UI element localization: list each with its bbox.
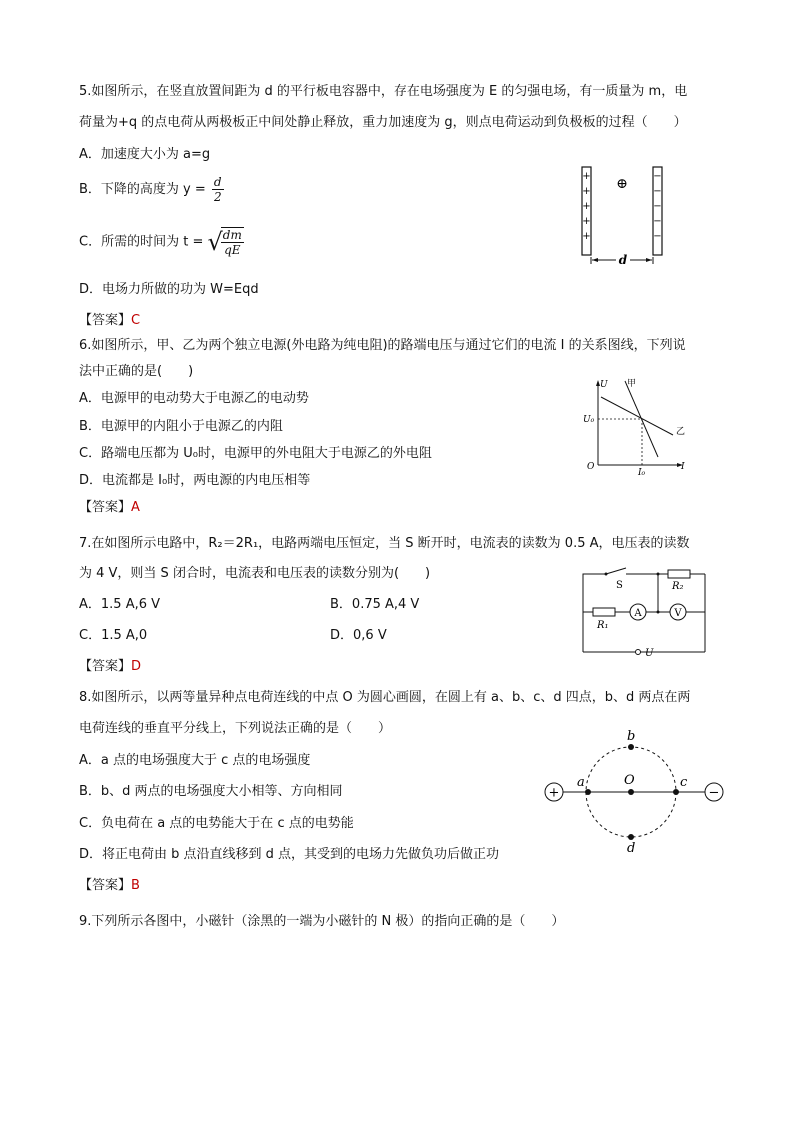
q8-option-d: D．将正电荷由 b 点沿直线移到 d 点，其受到的电场力先做负功后做正功 bbox=[79, 847, 500, 862]
q5-stem-line2: 荷量为+q 的点电荷从两极板正中间处静止释放，重力加速度为 g，则点电荷运动到负极板的过程（ ） bbox=[79, 115, 687, 130]
q5-stem-line1: 5.如图所示，在竖直放置间距为 d 的平行板电容器中，存在电场强度为 E 的匀强电场，有一质量为 m，电 bbox=[79, 84, 688, 99]
q5-option-b-text: B．下降的高度为 y = bbox=[79, 182, 206, 197]
line-jia bbox=[625, 381, 658, 457]
q5-option-a: A．加速度大小为 a=g bbox=[79, 147, 211, 162]
q5-option-b-fraction bbox=[212, 175, 224, 204]
fraction-numerator: dm bbox=[222, 228, 242, 242]
q8-stem-line1: 8.如图所示，以两等量异种点电荷连线的中点 O 为圆心画圆，在圆上有 a、b、c、d 四点，b、d 两点在两 bbox=[79, 690, 691, 705]
i0-label: I₀ bbox=[638, 468, 646, 478]
q7-option-d: D．0,6 V bbox=[330, 628, 387, 643]
q7-stem-line2: 为 4 V，则当 S 闭合时，电流表和电压表的读数分别为( ) bbox=[79, 566, 431, 581]
line-yi bbox=[601, 397, 673, 435]
q7-option-c: C．1.5 A,0 bbox=[79, 628, 148, 643]
minus-sign: − bbox=[653, 186, 662, 197]
q8-option-b: B．b、d 两点的电场强度大小相等、方向相同 bbox=[79, 784, 343, 799]
label-jia: 甲 bbox=[627, 379, 637, 389]
sqrt-sign-icon: √ bbox=[207, 228, 223, 256]
center-o-label: O bbox=[624, 773, 635, 788]
q7-answer bbox=[79, 658, 141, 676]
answer-value: C bbox=[131, 313, 141, 328]
q6-ui-graph bbox=[583, 377, 693, 477]
q5-option-b bbox=[79, 172, 224, 208]
switch-label: S bbox=[616, 580, 623, 591]
q7-option-a: A．1.5 A,6 V bbox=[79, 597, 161, 612]
q5-option-c bbox=[79, 224, 244, 261]
q9-stem-line1: 9.下列所示各图中，小磁针（涂黑的一端为小磁针的 N 极）的指向正确的是（ ） bbox=[79, 914, 565, 929]
answer-value: B bbox=[131, 878, 140, 893]
d-label: d bbox=[618, 253, 628, 267]
plus-sign: + bbox=[582, 231, 591, 242]
q7-option-b: B．0.75 A,4 V bbox=[330, 597, 420, 612]
point-b-label: b bbox=[627, 729, 636, 744]
answer-label: 【答案】 bbox=[79, 500, 132, 515]
answer-label: 【答案】 bbox=[79, 878, 132, 893]
plus-sign: + bbox=[582, 216, 591, 227]
r2-label: R₂ bbox=[672, 581, 684, 592]
q6-answer bbox=[79, 499, 140, 517]
q6-stem-line2: 法中正确的是( ) bbox=[79, 364, 194, 379]
q5-option-c-fraction bbox=[221, 227, 244, 257]
point-a-label: a bbox=[577, 775, 585, 790]
minus-sign: − bbox=[653, 201, 662, 212]
axis-label-i: I bbox=[681, 462, 685, 472]
point-d-label: d bbox=[627, 841, 636, 856]
q7-circuit-figure bbox=[578, 566, 708, 658]
u0-label: U₀ bbox=[583, 415, 595, 425]
plus-sign: + bbox=[582, 201, 591, 212]
fraction-denominator: qE bbox=[224, 243, 241, 257]
answer-label: 【答案】 bbox=[79, 659, 132, 674]
origin-label: O bbox=[587, 462, 595, 472]
r1-label: R₁ bbox=[597, 620, 609, 631]
minus-sign: − bbox=[653, 171, 662, 182]
minus-sign: − bbox=[708, 785, 720, 801]
minus-sign: − bbox=[653, 216, 662, 227]
q7-stem-line1: 7.在如图所示电路中，R₂＝2R₁，电路两端电压恒定，当 S 断开时，电流表的读数为 0.5 A，电压表的读数 bbox=[79, 536, 690, 551]
fraction-denominator: 2 bbox=[213, 190, 222, 204]
ammeter-label: A bbox=[634, 608, 642, 619]
voltage-label: U bbox=[645, 648, 654, 659]
voltmeter-label: V bbox=[674, 608, 682, 619]
point-charge-icon: ⊕ bbox=[616, 176, 628, 192]
plus-sign: + bbox=[582, 186, 591, 197]
resistor-r1 bbox=[593, 608, 615, 616]
q8-option-a: A．a 点的电场强度大于 c 点的电场强度 bbox=[79, 753, 311, 768]
resistor-r2 bbox=[668, 570, 690, 578]
switch-s bbox=[606, 568, 626, 574]
q6-option-c: C．路端电压都为 U₀时，电源甲的外电阻大于电源乙的外电阻 bbox=[79, 446, 432, 461]
point-c-label: c bbox=[680, 775, 688, 790]
answer-value: D bbox=[131, 659, 142, 674]
q5-option-c-text: C．所需的时间为 t = bbox=[79, 234, 204, 250]
fraction-numerator: d bbox=[213, 175, 222, 189]
minus-sign: − bbox=[653, 231, 662, 242]
q8-stem-line2: 电荷连线的垂直平分线上，下列说法正确的是（ ） bbox=[79, 721, 392, 736]
q8-answer bbox=[79, 877, 140, 895]
q5-option-d: D．电场力所做的功为 W=Eqd bbox=[79, 282, 259, 297]
q8-option-c: C．负电荷在 a 点的电势能大于在 c 点的电势能 bbox=[79, 816, 354, 831]
answer-value: A bbox=[131, 500, 140, 515]
q6-option-d: D．电流都是 I₀时，两电源的内电压相等 bbox=[79, 473, 311, 488]
axis-label-u: U bbox=[600, 380, 608, 390]
q6-option-b: B．电源甲的内阻小于电源乙的内阻 bbox=[79, 419, 283, 434]
q8-dipole-figure bbox=[543, 725, 728, 855]
label-yi: 乙 bbox=[676, 427, 686, 437]
answer-label: 【答案】 bbox=[79, 313, 132, 328]
q6-option-a: A．电源甲的电动势大于电源乙的电动势 bbox=[79, 391, 309, 406]
plus-sign: + bbox=[582, 171, 591, 182]
plus-sign: + bbox=[548, 785, 560, 801]
q5-answer bbox=[79, 312, 140, 330]
q5-capacitor-figure bbox=[572, 164, 682, 269]
q6-stem-line1: 6.如图所示，甲、乙为两个独立电源(外电路为纯电阻)的路端电压与通过它们的电流 I 的关系图线，下列说 bbox=[79, 338, 686, 353]
